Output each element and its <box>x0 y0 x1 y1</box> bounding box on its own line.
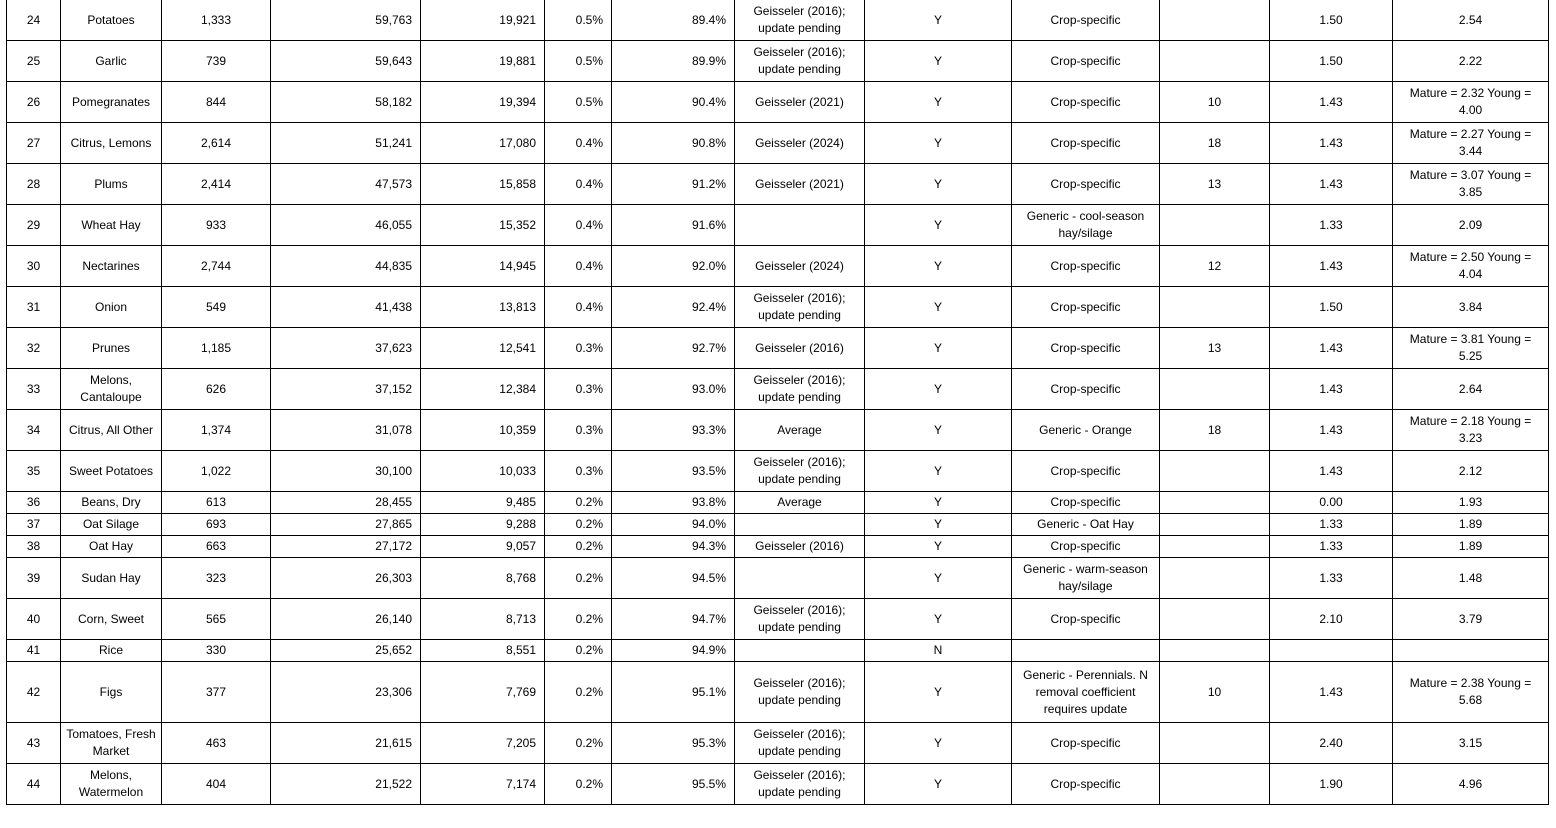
cell-yn: Y <box>865 164 1012 205</box>
cell-col13: Mature = 2.50 Young = 4.04 <box>1393 246 1549 287</box>
table-row <box>7 558 1549 599</box>
cell-cumulative: 94.0% <box>612 514 735 536</box>
cell-percent: 0.5% <box>545 82 612 123</box>
cell-col3: 844 <box>162 82 271 123</box>
cell-col12: 1.43 <box>1270 164 1393 205</box>
cell-yn: Y <box>865 536 1012 558</box>
table-row <box>7 599 1549 640</box>
cell-percent: 0.2% <box>545 558 612 599</box>
cell-percent: 0.2% <box>545 764 612 805</box>
cell-percent: 0.3% <box>545 451 612 492</box>
cell-source <box>735 205 865 246</box>
cell-rank: 25 <box>7 41 61 82</box>
table-row <box>7 246 1549 287</box>
crop-data-table <box>6 0 1549 805</box>
cell-rank: 33 <box>7 369 61 410</box>
cell-col13: 2.12 <box>1393 451 1549 492</box>
cell-method: Crop-specific <box>1012 451 1160 492</box>
cell-rank: 24 <box>7 0 61 41</box>
cell-col4: 26,303 <box>271 558 421 599</box>
cell-col12: 1.43 <box>1270 369 1393 410</box>
cell-col13: 1.48 <box>1393 558 1549 599</box>
cell-col3: 2,744 <box>162 246 271 287</box>
cell-col3: 1,022 <box>162 451 271 492</box>
cell-col5: 14,945 <box>421 246 545 287</box>
cell-col4: 46,055 <box>271 205 421 246</box>
cell-col12: 0.00 <box>1270 492 1393 514</box>
table-row <box>7 451 1549 492</box>
cell-col12: 1.33 <box>1270 536 1393 558</box>
cell-cumulative: 95.3% <box>612 723 735 764</box>
cell-col3: 933 <box>162 205 271 246</box>
cell-col12: 1.33 <box>1270 205 1393 246</box>
cell-col11: 10 <box>1160 662 1270 723</box>
cell-percent: 0.2% <box>545 662 612 723</box>
cell-col5: 7,205 <box>421 723 545 764</box>
cell-percent: 0.3% <box>545 410 612 451</box>
cell-col3: 330 <box>162 640 271 662</box>
cell-col3: 2,614 <box>162 123 271 164</box>
cell-col3: 739 <box>162 41 271 82</box>
cell-col11 <box>1160 558 1270 599</box>
cell-col11 <box>1160 764 1270 805</box>
cell-col13 <box>1393 640 1549 662</box>
cell-percent: 0.5% <box>545 0 612 41</box>
cell-yn: Y <box>865 514 1012 536</box>
cell-crop: Beans, Dry <box>61 492 162 514</box>
cell-col3: 565 <box>162 599 271 640</box>
table-row <box>7 492 1549 514</box>
cell-method: Crop-specific <box>1012 536 1160 558</box>
cell-source: Geisseler (2021) <box>735 164 865 205</box>
cell-method: Generic - Perennials. N removal coefficient requires update <box>1012 662 1160 723</box>
cell-crop: Melons, Cantaloupe <box>61 369 162 410</box>
cell-source <box>735 558 865 599</box>
table-row <box>7 514 1549 536</box>
cell-col5: 17,080 <box>421 123 545 164</box>
cell-col11: 12 <box>1160 246 1270 287</box>
cell-percent: 0.5% <box>545 41 612 82</box>
cell-percent: 0.2% <box>545 536 612 558</box>
cell-percent: 0.4% <box>545 246 612 287</box>
cell-col3: 1,185 <box>162 328 271 369</box>
table-row <box>7 410 1549 451</box>
table-row <box>7 764 1549 805</box>
cell-col13: 2.54 <box>1393 0 1549 41</box>
cell-source: Geisseler (2016); update pending <box>735 287 865 328</box>
cell-yn: Y <box>865 662 1012 723</box>
cell-source: Geisseler (2016); update pending <box>735 599 865 640</box>
cell-cumulative: 92.7% <box>612 328 735 369</box>
cell-yn: Y <box>865 287 1012 328</box>
cell-rank: 39 <box>7 558 61 599</box>
cell-col11 <box>1160 287 1270 328</box>
cell-crop: Tomatoes, Fresh Market <box>61 723 162 764</box>
cell-method: Generic - Oat Hay <box>1012 514 1160 536</box>
cell-source: Geisseler (2021) <box>735 82 865 123</box>
cell-yn: Y <box>865 451 1012 492</box>
cell-col5: 15,352 <box>421 205 545 246</box>
cell-col13: Mature = 2.32 Young = 4.00 <box>1393 82 1549 123</box>
cell-col4: 37,152 <box>271 369 421 410</box>
cell-crop: Figs <box>61 662 162 723</box>
cell-rank: 34 <box>7 410 61 451</box>
cell-col12: 1.43 <box>1270 123 1393 164</box>
cell-rank: 31 <box>7 287 61 328</box>
cell-col4: 59,763 <box>271 0 421 41</box>
cell-crop: Nectarines <box>61 246 162 287</box>
cell-col12: 1.43 <box>1270 328 1393 369</box>
cell-crop: Pomegranates <box>61 82 162 123</box>
cell-source: Geisseler (2016) <box>735 536 865 558</box>
cell-source: Geisseler (2024) <box>735 246 865 287</box>
cell-cumulative: 93.5% <box>612 451 735 492</box>
cell-col12: 1.90 <box>1270 764 1393 805</box>
cell-col13: Mature = 2.18 Young = 3.23 <box>1393 410 1549 451</box>
cell-yn: Y <box>865 82 1012 123</box>
cell-col12: 1.43 <box>1270 82 1393 123</box>
cell-col5: 9,057 <box>421 536 545 558</box>
cell-col12: 2.10 <box>1270 599 1393 640</box>
cell-crop: Prunes <box>61 328 162 369</box>
cell-col5: 10,033 <box>421 451 545 492</box>
cell-col4: 26,140 <box>271 599 421 640</box>
cell-cumulative: 94.5% <box>612 558 735 599</box>
cell-cumulative: 95.1% <box>612 662 735 723</box>
cell-col13: 2.64 <box>1393 369 1549 410</box>
cell-col13: Mature = 3.07 Young = 3.85 <box>1393 164 1549 205</box>
cell-col5: 19,394 <box>421 82 545 123</box>
cell-yn: Y <box>865 492 1012 514</box>
table-row <box>7 123 1549 164</box>
cell-rank: 32 <box>7 328 61 369</box>
cell-col13: 1.89 <box>1393 514 1549 536</box>
cell-col4: 58,182 <box>271 82 421 123</box>
cell-col5: 8,551 <box>421 640 545 662</box>
cell-cumulative: 93.0% <box>612 369 735 410</box>
cell-col13: 1.89 <box>1393 536 1549 558</box>
cell-col12: 1.50 <box>1270 0 1393 41</box>
cell-col12: 1.33 <box>1270 558 1393 599</box>
cell-col11 <box>1160 41 1270 82</box>
cell-col5: 8,768 <box>421 558 545 599</box>
cell-col5: 12,384 <box>421 369 545 410</box>
table-row <box>7 164 1549 205</box>
cell-cumulative: 92.0% <box>612 246 735 287</box>
cell-percent: 0.2% <box>545 599 612 640</box>
cell-col11 <box>1160 723 1270 764</box>
cell-method: Crop-specific <box>1012 164 1160 205</box>
cell-cumulative: 94.9% <box>612 640 735 662</box>
cell-col13: 3.79 <box>1393 599 1549 640</box>
cell-col5: 13,813 <box>421 287 545 328</box>
cell-method: Crop-specific <box>1012 723 1160 764</box>
cell-method: Crop-specific <box>1012 492 1160 514</box>
table-row <box>7 287 1549 328</box>
cell-percent: 0.4% <box>545 287 612 328</box>
cell-source: Geisseler (2016); update pending <box>735 0 865 41</box>
cell-cumulative: 91.2% <box>612 164 735 205</box>
cell-col4: 28,455 <box>271 492 421 514</box>
cell-col11: 10 <box>1160 82 1270 123</box>
cell-rank: 30 <box>7 246 61 287</box>
cell-col3: 693 <box>162 514 271 536</box>
cell-percent: 0.2% <box>545 514 612 536</box>
cell-method: Crop-specific <box>1012 41 1160 82</box>
cell-col4: 23,306 <box>271 662 421 723</box>
cell-col4: 27,865 <box>271 514 421 536</box>
cell-col4: 21,615 <box>271 723 421 764</box>
cell-method: Crop-specific <box>1012 123 1160 164</box>
table-row <box>7 41 1549 82</box>
cell-rank: 29 <box>7 205 61 246</box>
cell-percent: 0.4% <box>545 123 612 164</box>
cell-col13: Mature = 2.38 Young = 5.68 <box>1393 662 1549 723</box>
cell-yn: Y <box>865 723 1012 764</box>
cell-yn: Y <box>865 410 1012 451</box>
table-row <box>7 0 1549 41</box>
cell-col12: 1.33 <box>1270 514 1393 536</box>
cell-col11: 13 <box>1160 328 1270 369</box>
cell-col13: Mature = 3.81 Young = 5.25 <box>1393 328 1549 369</box>
cell-percent: 0.2% <box>545 640 612 662</box>
cell-source: Geisseler (2016); update pending <box>735 662 865 723</box>
cell-source: Geisseler (2024) <box>735 123 865 164</box>
cell-source: Average <box>735 492 865 514</box>
cell-crop: Melons, Watermelon <box>61 764 162 805</box>
cell-col5: 10,359 <box>421 410 545 451</box>
cell-rank: 42 <box>7 662 61 723</box>
cell-cumulative: 90.4% <box>612 82 735 123</box>
cell-percent: 0.3% <box>545 328 612 369</box>
cell-col11 <box>1160 369 1270 410</box>
cell-crop: Oat Hay <box>61 536 162 558</box>
cell-col11: 18 <box>1160 410 1270 451</box>
cell-col13: 3.15 <box>1393 723 1549 764</box>
cell-col13: 1.93 <box>1393 492 1549 514</box>
cell-col12 <box>1270 640 1393 662</box>
cell-percent: 0.4% <box>545 164 612 205</box>
cell-yn: Y <box>865 369 1012 410</box>
cell-percent: 0.2% <box>545 492 612 514</box>
cell-yn: Y <box>865 205 1012 246</box>
cell-col3: 626 <box>162 369 271 410</box>
cell-col11 <box>1160 514 1270 536</box>
cell-crop: Sudan Hay <box>61 558 162 599</box>
cell-col4: 30,100 <box>271 451 421 492</box>
cell-crop: Oat Silage <box>61 514 162 536</box>
cell-col12: 1.43 <box>1270 246 1393 287</box>
cell-method: Generic - warm-season hay/silage <box>1012 558 1160 599</box>
cell-col5: 19,881 <box>421 41 545 82</box>
cell-col5: 7,174 <box>421 764 545 805</box>
cell-percent: 0.3% <box>545 369 612 410</box>
table-row <box>7 369 1549 410</box>
cell-col12: 1.43 <box>1270 451 1393 492</box>
cell-rank: 38 <box>7 536 61 558</box>
cell-col11 <box>1160 451 1270 492</box>
table-row <box>7 536 1549 558</box>
cell-col11 <box>1160 205 1270 246</box>
cell-col13: 3.84 <box>1393 287 1549 328</box>
cell-col4: 31,078 <box>271 410 421 451</box>
cell-source: Average <box>735 410 865 451</box>
cell-cumulative: 89.4% <box>612 0 735 41</box>
cell-source: Geisseler (2016) <box>735 328 865 369</box>
cell-col12: 2.40 <box>1270 723 1393 764</box>
cell-rank: 41 <box>7 640 61 662</box>
cell-col11 <box>1160 599 1270 640</box>
cell-col12: 1.50 <box>1270 41 1393 82</box>
cell-crop: Onion <box>61 287 162 328</box>
table-row <box>7 662 1549 723</box>
cell-col12: 1.43 <box>1270 662 1393 723</box>
cell-yn: N <box>865 640 1012 662</box>
cell-yn: Y <box>865 0 1012 41</box>
cell-col3: 549 <box>162 287 271 328</box>
cell-yn: Y <box>865 599 1012 640</box>
cell-crop: Corn, Sweet <box>61 599 162 640</box>
cell-col5: 7,769 <box>421 662 545 723</box>
cell-source <box>735 514 865 536</box>
cell-source: Geisseler (2016); update pending <box>735 451 865 492</box>
cell-col11: 13 <box>1160 164 1270 205</box>
cell-source: Geisseler (2016); update pending <box>735 723 865 764</box>
cell-rank: 43 <box>7 723 61 764</box>
cell-col3: 404 <box>162 764 271 805</box>
cell-crop: Potatoes <box>61 0 162 41</box>
cell-yn: Y <box>865 41 1012 82</box>
table-row <box>7 205 1549 246</box>
cell-cumulative: 93.8% <box>612 492 735 514</box>
cell-cumulative: 89.9% <box>612 41 735 82</box>
cell-col4: 47,573 <box>271 164 421 205</box>
table-row <box>7 82 1549 123</box>
cell-col3: 1,333 <box>162 0 271 41</box>
table-body <box>7 0 1549 805</box>
cell-rank: 37 <box>7 514 61 536</box>
cell-col3: 1,374 <box>162 410 271 451</box>
cell-col4: 21,522 <box>271 764 421 805</box>
cell-col11: 18 <box>1160 123 1270 164</box>
cell-col13: 4.96 <box>1393 764 1549 805</box>
cell-rank: 40 <box>7 599 61 640</box>
cell-yn: Y <box>865 328 1012 369</box>
cell-col4: 59,643 <box>271 41 421 82</box>
cell-crop: Rice <box>61 640 162 662</box>
cell-col5: 19,921 <box>421 0 545 41</box>
cell-col5: 9,485 <box>421 492 545 514</box>
cell-col5: 9,288 <box>421 514 545 536</box>
cell-cumulative: 90.8% <box>612 123 735 164</box>
cell-rank: 28 <box>7 164 61 205</box>
cell-col3: 377 <box>162 662 271 723</box>
cell-cumulative: 91.6% <box>612 205 735 246</box>
cell-col5: 15,858 <box>421 164 545 205</box>
cell-method: Crop-specific <box>1012 328 1160 369</box>
cell-cumulative: 92.4% <box>612 287 735 328</box>
cell-crop: Sweet Potatoes <box>61 451 162 492</box>
cell-source <box>735 640 865 662</box>
cell-method: Generic - Orange <box>1012 410 1160 451</box>
table-row <box>7 328 1549 369</box>
cell-col13: 2.22 <box>1393 41 1549 82</box>
cell-crop: Citrus, All Other <box>61 410 162 451</box>
cell-method: Crop-specific <box>1012 287 1160 328</box>
cell-method: Crop-specific <box>1012 369 1160 410</box>
cell-source: Geisseler (2016); update pending <box>735 369 865 410</box>
cell-cumulative: 94.3% <box>612 536 735 558</box>
cell-col4: 51,241 <box>271 123 421 164</box>
cell-col4: 25,652 <box>271 640 421 662</box>
cell-source: Geisseler (2016); update pending <box>735 764 865 805</box>
cell-method: Crop-specific <box>1012 0 1160 41</box>
cell-yn: Y <box>865 246 1012 287</box>
cell-col11 <box>1160 640 1270 662</box>
cell-crop: Citrus, Lemons <box>61 123 162 164</box>
cell-col5: 12,541 <box>421 328 545 369</box>
cell-col3: 2,414 <box>162 164 271 205</box>
cell-method: Crop-specific <box>1012 764 1160 805</box>
cell-rank: 36 <box>7 492 61 514</box>
cell-col13: Mature = 2.27 Young = 3.44 <box>1393 123 1549 164</box>
cell-col4: 27,172 <box>271 536 421 558</box>
cell-col3: 463 <box>162 723 271 764</box>
cell-col4: 37,623 <box>271 328 421 369</box>
cell-crop: Plums <box>61 164 162 205</box>
cell-col3: 663 <box>162 536 271 558</box>
cell-percent: 0.2% <box>545 723 612 764</box>
cell-crop: Wheat Hay <box>61 205 162 246</box>
cell-col11 <box>1160 492 1270 514</box>
cell-yn: Y <box>865 764 1012 805</box>
cell-method: Crop-specific <box>1012 82 1160 123</box>
cell-yn: Y <box>865 123 1012 164</box>
cell-cumulative: 95.5% <box>612 764 735 805</box>
cell-rank: 44 <box>7 764 61 805</box>
cell-method: Crop-specific <box>1012 246 1160 287</box>
cell-col4: 41,438 <box>271 287 421 328</box>
cell-rank: 35 <box>7 451 61 492</box>
cell-col11 <box>1160 536 1270 558</box>
cell-col3: 613 <box>162 492 271 514</box>
cell-yn: Y <box>865 558 1012 599</box>
cell-col3: 323 <box>162 558 271 599</box>
cell-col4: 44,835 <box>271 246 421 287</box>
cell-method <box>1012 640 1160 662</box>
cell-source: Geisseler (2016); update pending <box>735 41 865 82</box>
table-row <box>7 640 1549 662</box>
cell-rank: 27 <box>7 123 61 164</box>
table-row <box>7 723 1549 764</box>
cell-col13: 2.09 <box>1393 205 1549 246</box>
cell-cumulative: 94.7% <box>612 599 735 640</box>
cell-col11 <box>1160 0 1270 41</box>
cell-method: Crop-specific <box>1012 599 1160 640</box>
cell-col12: 1.43 <box>1270 410 1393 451</box>
cell-percent: 0.4% <box>545 205 612 246</box>
cell-col5: 8,713 <box>421 599 545 640</box>
cell-method: Generic - cool-season hay/silage <box>1012 205 1160 246</box>
cell-rank: 26 <box>7 82 61 123</box>
cell-cumulative: 93.3% <box>612 410 735 451</box>
cell-col12: 1.50 <box>1270 287 1393 328</box>
cell-crop: Garlic <box>61 41 162 82</box>
